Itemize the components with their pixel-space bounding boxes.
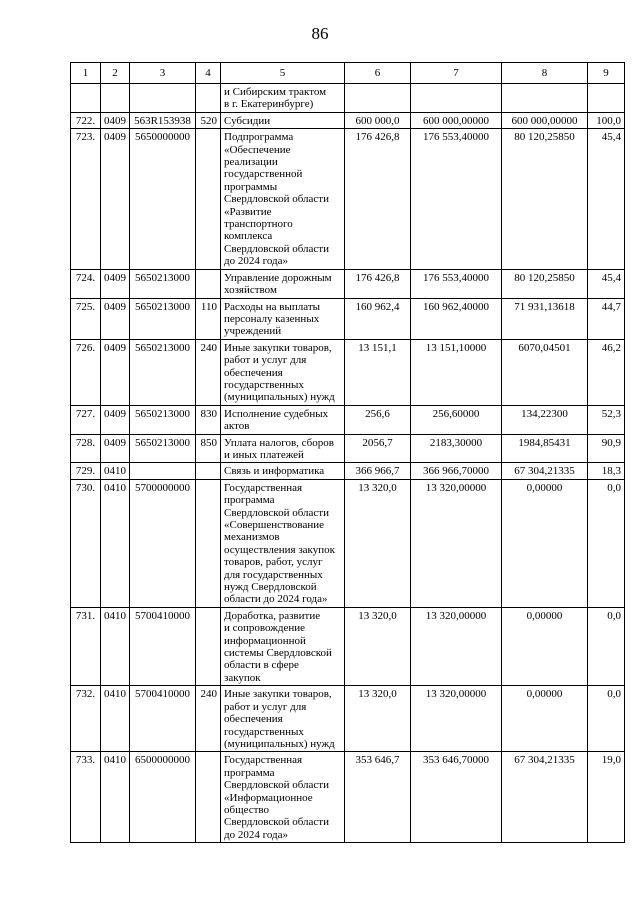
executed-amount-cell: 71 931,13618: [502, 298, 588, 339]
percent-cell: [588, 84, 625, 113]
approved-amount-cell: 13 320,00000: [411, 607, 502, 685]
row-number-cell: 732.: [71, 686, 101, 752]
target-code-cell: 563R153938: [130, 112, 196, 128]
planned-amount-cell: 13 320,0: [345, 686, 411, 752]
planned-amount-cell: [345, 84, 411, 113]
section-code-cell: 0410: [101, 686, 130, 752]
approved-amount-cell: 600 000,00000: [411, 112, 502, 128]
column-header: 1: [71, 63, 101, 84]
executed-amount-cell: 6070,04501: [502, 339, 588, 405]
expense-type-cell: [196, 269, 221, 298]
section-code-cell: 0410: [101, 479, 130, 607]
target-code-cell: 5650213000: [130, 405, 196, 434]
row-number-cell: 723.: [71, 129, 101, 269]
row-number-cell: 728.: [71, 434, 101, 463]
item-name-cell: Расходы на выплаты персоналу казенных учреждений: [221, 298, 345, 339]
item-name-cell: Подпрограмма «Обеспечение реализации государственной программы Свердловской области «Развитие транспортного комплекса Свердловской области до 2024 года»: [221, 129, 345, 269]
section-code-cell: 0409: [101, 434, 130, 463]
header-row: [71, 63, 625, 84]
table-row: [71, 434, 625, 463]
section-code-cell: [101, 84, 130, 113]
column-header: 6: [345, 63, 411, 84]
expense-type-cell: 830: [196, 405, 221, 434]
item-name-cell: Исполнение судебных актов: [221, 405, 345, 434]
target-code-cell: 5700410000: [130, 607, 196, 685]
planned-amount-cell: 13 151,1: [345, 339, 411, 405]
table-row: [71, 607, 625, 685]
column-header: 4: [196, 63, 221, 84]
executed-amount-cell: [502, 84, 588, 113]
expense-type-cell: [196, 752, 221, 843]
percent-cell: 45,4: [588, 269, 625, 298]
approved-amount-cell: 13 320,00000: [411, 686, 502, 752]
executed-amount-cell: 0,00000: [502, 686, 588, 752]
table-row: [71, 112, 625, 128]
table-row: [71, 84, 625, 113]
approved-amount-cell: [411, 84, 502, 113]
approved-amount-cell: 2183,30000: [411, 434, 502, 463]
target-code-cell: 5700000000: [130, 479, 196, 607]
column-header: 7: [411, 63, 502, 84]
target-code-cell: [130, 463, 196, 479]
section-code-cell: 0409: [101, 298, 130, 339]
approved-amount-cell: 366 966,70000: [411, 463, 502, 479]
planned-amount-cell: 600 000,0: [345, 112, 411, 128]
expense-type-cell: [196, 463, 221, 479]
expense-type-cell: 850: [196, 434, 221, 463]
table-row: [71, 686, 625, 752]
planned-amount-cell: 13 320,0: [345, 607, 411, 685]
section-code-cell: 0409: [101, 112, 130, 128]
target-code-cell: [130, 84, 196, 113]
approved-amount-cell: 176 553,40000: [411, 129, 502, 269]
planned-amount-cell: 176 426,8: [345, 129, 411, 269]
planned-amount-cell: 176 426,8: [345, 269, 411, 298]
planned-amount-cell: 160 962,4: [345, 298, 411, 339]
item-name-cell: Связь и информатика: [221, 463, 345, 479]
percent-cell: 44,7: [588, 298, 625, 339]
percent-cell: 0,0: [588, 479, 625, 607]
item-name-cell: Субсидии: [221, 112, 345, 128]
column-header: 5: [221, 63, 345, 84]
table-row: [71, 752, 625, 843]
approved-amount-cell: 13 320,00000: [411, 479, 502, 607]
percent-cell: 19,0: [588, 752, 625, 843]
planned-amount-cell: 2056,7: [345, 434, 411, 463]
row-number-cell: 730.: [71, 479, 101, 607]
expense-type-cell: 110: [196, 298, 221, 339]
executed-amount-cell: 80 120,25850: [502, 129, 588, 269]
target-code-cell: 6500000000: [130, 752, 196, 843]
budget-table: [70, 62, 625, 843]
item-name-cell: Доработка, развитие и сопровождение информационной системы Свердловской области в сфере закупок: [221, 607, 345, 685]
table-row: [71, 339, 625, 405]
table-row: [71, 405, 625, 434]
row-number-cell: 733.: [71, 752, 101, 843]
percent-cell: 0,0: [588, 686, 625, 752]
approved-amount-cell: 176 553,40000: [411, 269, 502, 298]
column-header: 9: [588, 63, 625, 84]
planned-amount-cell: 13 320,0: [345, 479, 411, 607]
row-number-cell: 727.: [71, 405, 101, 434]
section-code-cell: 0409: [101, 269, 130, 298]
item-name-cell: Государственная программа Свердловской области «Совершенствование механизмов осуществления закупок товаров, работ, услуг для государственных нужд Свердловской области до 2024 года»: [221, 479, 345, 607]
percent-cell: 45,4: [588, 129, 625, 269]
expense-type-cell: 240: [196, 339, 221, 405]
expense-type-cell: [196, 129, 221, 269]
expense-type-cell: 520: [196, 112, 221, 128]
item-name-cell: Иные закупки товаров, работ и услуг для обеспечения государственных (муниципальных) нужд: [221, 339, 345, 405]
executed-amount-cell: 134,22300: [502, 405, 588, 434]
page-number: 86: [311, 24, 329, 43]
approved-amount-cell: 13 151,10000: [411, 339, 502, 405]
planned-amount-cell: 366 966,7: [345, 463, 411, 479]
table-row: [71, 479, 625, 607]
approved-amount-cell: 256,60000: [411, 405, 502, 434]
item-name-cell: Уплата налогов, сборов и иных платежей: [221, 434, 345, 463]
target-code-cell: 5650213000: [130, 298, 196, 339]
column-header: 3: [130, 63, 196, 84]
target-code-cell: 5650213000: [130, 434, 196, 463]
section-code-cell: 0410: [101, 752, 130, 843]
planned-amount-cell: 256,6: [345, 405, 411, 434]
planned-amount-cell: 353 646,7: [345, 752, 411, 843]
percent-cell: 0,0: [588, 607, 625, 685]
item-name-cell: Иные закупки товаров, работ и услуг для обеспечения государственных (муниципальных) нужд: [221, 686, 345, 752]
executed-amount-cell: 600 000,00000: [502, 112, 588, 128]
expense-type-cell: [196, 84, 221, 113]
section-code-cell: 0409: [101, 339, 130, 405]
executed-amount-cell: 67 304,21335: [502, 463, 588, 479]
table-row: [71, 269, 625, 298]
row-number-cell: [71, 84, 101, 113]
executed-amount-cell: 0,00000: [502, 479, 588, 607]
target-code-cell: 5650213000: [130, 269, 196, 298]
percent-cell: 18,3: [588, 463, 625, 479]
executed-amount-cell: 0,00000: [502, 607, 588, 685]
table-header: [71, 63, 625, 84]
percent-cell: 52,3: [588, 405, 625, 434]
section-code-cell: 0409: [101, 129, 130, 269]
table-row: [71, 298, 625, 339]
row-number-cell: 722.: [71, 112, 101, 128]
section-code-cell: 0409: [101, 405, 130, 434]
item-name-cell: и Сибирским трактом в г. Екатеринбурге): [221, 84, 345, 113]
row-number-cell: 724.: [71, 269, 101, 298]
executed-amount-cell: 67 304,21335: [502, 752, 588, 843]
target-code-cell: 5650213000: [130, 339, 196, 405]
row-number-cell: 729.: [71, 463, 101, 479]
executed-amount-cell: 1984,85431: [502, 434, 588, 463]
target-code-cell: 5650000000: [130, 129, 196, 269]
approved-amount-cell: 160 962,40000: [411, 298, 502, 339]
row-number-cell: 726.: [71, 339, 101, 405]
expense-type-cell: 240: [196, 686, 221, 752]
table-body: [71, 84, 625, 843]
column-header: 8: [502, 63, 588, 84]
percent-cell: 46,2: [588, 339, 625, 405]
approved-amount-cell: 353 646,70000: [411, 752, 502, 843]
section-code-cell: 0410: [101, 463, 130, 479]
row-number-cell: 731.: [71, 607, 101, 685]
table-row: [71, 129, 625, 269]
target-code-cell: 5700410000: [130, 686, 196, 752]
percent-cell: 100,0: [588, 112, 625, 128]
item-name-cell: Государственная программа Свердловской области «Информационное общество Свердловской области до 2024 года»: [221, 752, 345, 843]
item-name-cell: Управление дорожным хозяйством: [221, 269, 345, 298]
percent-cell: 90,9: [588, 434, 625, 463]
executed-amount-cell: 80 120,25850: [502, 269, 588, 298]
column-header: 2: [101, 63, 130, 84]
expense-type-cell: [196, 479, 221, 607]
section-code-cell: 0410: [101, 607, 130, 685]
table-row: [71, 463, 625, 479]
expense-type-cell: [196, 607, 221, 685]
row-number-cell: 725.: [71, 298, 101, 339]
